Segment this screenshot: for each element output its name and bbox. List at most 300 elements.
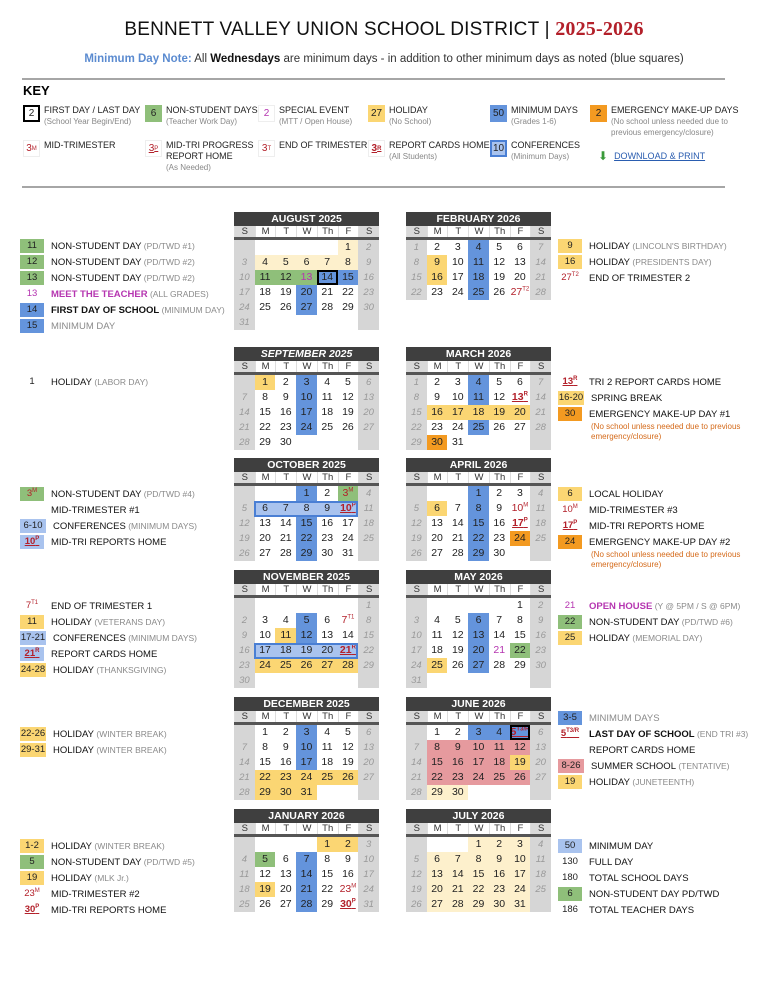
key-swatch: 2 bbox=[23, 105, 40, 122]
day-cell: 2 bbox=[447, 725, 468, 740]
empty-cell bbox=[427, 837, 448, 852]
empty-cell bbox=[234, 837, 255, 852]
legend-label: HOLIDAY (MEMORIAL DAY) bbox=[589, 632, 703, 644]
legend-row bbox=[558, 534, 758, 550]
day-cell: 27 bbox=[255, 546, 276, 561]
legend-row bbox=[558, 518, 758, 534]
day-cell: 19 bbox=[234, 531, 255, 546]
legend-row bbox=[558, 390, 758, 406]
day-cell: 13 bbox=[296, 270, 317, 285]
weekday-label: M bbox=[427, 584, 448, 595]
day-cell: 25 bbox=[427, 658, 448, 673]
day-cell: 16 bbox=[275, 755, 296, 770]
day-cell: 13 bbox=[358, 390, 379, 405]
legend-label: MID-TRI REPORTS HOME bbox=[51, 536, 167, 548]
empty-cell bbox=[275, 673, 296, 688]
day-cell: 4 bbox=[275, 613, 296, 628]
legend-row bbox=[558, 902, 719, 918]
legend-row bbox=[558, 374, 758, 390]
day-cell: 17 bbox=[406, 643, 427, 658]
day-cell: 8 bbox=[427, 740, 448, 755]
legend-badge bbox=[20, 503, 44, 517]
key-swatch: 6 bbox=[145, 105, 162, 122]
legend-row bbox=[558, 838, 719, 854]
legend-row bbox=[20, 838, 195, 854]
legend-label: MINIMUM DAY bbox=[589, 840, 654, 852]
day-cell: 26 bbox=[406, 897, 427, 912]
day-cell: 2 bbox=[338, 837, 359, 852]
day-cell: 15 bbox=[296, 516, 317, 531]
day-cell: 31 bbox=[406, 673, 427, 688]
legend-badge: 1-2 bbox=[20, 839, 44, 853]
legend-label: HOLIDAY (WINTER BREAK) bbox=[53, 728, 167, 740]
day-cell: 10 bbox=[468, 740, 489, 755]
day-cell: 29 bbox=[358, 658, 379, 673]
legend-label: LAST DAY OF SCHOOL (END TRI #3) bbox=[589, 728, 749, 740]
calendar-nov bbox=[234, 570, 379, 688]
day-cell: 21 bbox=[275, 531, 296, 546]
legend-row bbox=[558, 774, 748, 790]
day-cell: 3 bbox=[406, 613, 427, 628]
day-cell: $23^M$ bbox=[338, 882, 359, 897]
legend-label: FIRST DAY OF SCHOOL (MINIMUM DAY) bbox=[51, 304, 225, 316]
calendar-aug bbox=[234, 212, 379, 330]
key-item bbox=[368, 140, 490, 162]
weekday-header bbox=[406, 584, 551, 598]
month-title: JANUARY 2026 bbox=[234, 809, 379, 823]
day-cell: 3 bbox=[510, 837, 531, 852]
day-cell: 24 bbox=[468, 770, 489, 785]
day-cell: 31 bbox=[338, 546, 359, 561]
weekday-header bbox=[406, 226, 551, 240]
empty-cell bbox=[530, 673, 551, 688]
day-cell: 20 bbox=[427, 882, 448, 897]
legend-row bbox=[20, 742, 167, 758]
day-cell: 8 bbox=[317, 852, 338, 867]
weekday-header bbox=[234, 472, 379, 486]
day-cell: 9 bbox=[427, 390, 448, 405]
weekday-label: F bbox=[510, 711, 531, 722]
day-cell: 17 bbox=[468, 755, 489, 770]
day-cell: 1 bbox=[358, 598, 379, 613]
weekday-header bbox=[234, 711, 379, 725]
day-cell: 6 bbox=[427, 852, 448, 867]
weekday-label: S bbox=[530, 823, 551, 834]
legend-row bbox=[558, 238, 727, 254]
day-cell: 22 bbox=[510, 643, 531, 658]
weekday-label: F bbox=[338, 226, 359, 237]
day-cell: 4 bbox=[489, 725, 510, 740]
weekday-label: Th bbox=[489, 584, 510, 595]
day-cell: 23 bbox=[447, 770, 468, 785]
weekday-label: T bbox=[447, 472, 468, 483]
legend-badge: 11 bbox=[20, 239, 44, 253]
day-cell: 31 bbox=[358, 897, 379, 912]
legend-row bbox=[558, 486, 758, 502]
day-grid bbox=[406, 837, 551, 912]
legend-badge: $7^{T1}$ bbox=[25, 599, 39, 611]
day-cell: 5 bbox=[296, 613, 317, 628]
legend-badge: $10^P$ bbox=[20, 535, 44, 549]
weekday-label: S bbox=[406, 472, 427, 483]
day-cell: 18 bbox=[427, 643, 448, 658]
legend-row bbox=[20, 270, 225, 286]
day-cell: 13 bbox=[255, 516, 276, 531]
day-cell: 14 bbox=[234, 755, 255, 770]
day-cell: 17 bbox=[358, 867, 379, 882]
day-cell: 26 bbox=[296, 658, 317, 673]
day-cell: 18 bbox=[489, 755, 510, 770]
empty-cell bbox=[530, 785, 551, 800]
day-cell: 23 bbox=[427, 420, 448, 435]
day-cell: 30 bbox=[275, 435, 296, 450]
day-cell: 7 bbox=[317, 255, 338, 270]
legend-label: LOCAL HOLIDAY bbox=[589, 488, 664, 500]
note-pre: All bbox=[194, 53, 208, 65]
day-cell: 22 bbox=[317, 882, 338, 897]
legend-label: SUMMER SCHOOL (TENTATIVE) bbox=[591, 760, 730, 772]
day-cell: 25 bbox=[234, 897, 255, 912]
weekday-label: S bbox=[358, 472, 379, 483]
day-cell: 16 bbox=[530, 628, 551, 643]
day-cell: 21 bbox=[317, 285, 338, 300]
day-cell: 1 bbox=[510, 598, 531, 613]
legend-label: MINIMUM DAY bbox=[51, 320, 116, 332]
day-cell: 10 bbox=[234, 270, 255, 285]
day-cell: 14 bbox=[447, 516, 468, 531]
day-cell: 16 bbox=[234, 643, 255, 658]
legend-badge: 9 bbox=[558, 239, 582, 253]
legend-row bbox=[20, 486, 197, 502]
day-cell: 14 bbox=[489, 628, 510, 643]
day-cell: 22 bbox=[255, 420, 276, 435]
day-cell: 9 bbox=[358, 255, 379, 270]
day-cell: 11 bbox=[530, 501, 551, 516]
day-cell: 5 bbox=[489, 375, 510, 390]
day-cell: 3 bbox=[296, 375, 317, 390]
weekday-label: Th bbox=[489, 472, 510, 483]
key-label: REPORT CARDS HOME (All Students) bbox=[389, 140, 490, 161]
day-cell: 20 bbox=[358, 405, 379, 420]
legend-label: TOTAL SCHOOL DAYS bbox=[589, 872, 689, 884]
day-cell: 10 bbox=[447, 390, 468, 405]
day-cell: 29 bbox=[296, 546, 317, 561]
weekday-label: F bbox=[338, 361, 359, 372]
calendar-may bbox=[406, 570, 551, 688]
day-cell: 4 bbox=[317, 375, 338, 390]
download-print-link[interactable]: DOWNLOAD & PRINT bbox=[614, 151, 706, 161]
day-cell: 18 bbox=[468, 270, 489, 285]
empty-cell bbox=[358, 315, 379, 330]
day-cell: 23 bbox=[234, 658, 255, 673]
day-cell: 1 bbox=[338, 240, 359, 255]
day-grid bbox=[406, 486, 551, 561]
legend-label: REPORT CARDS HOME bbox=[589, 744, 696, 756]
legend-badge: 24-28 bbox=[20, 664, 46, 675]
key-item bbox=[23, 140, 116, 157]
legend-label: NON-STUDENT DAY (PD/TWD #6) bbox=[589, 616, 733, 628]
legend-badge: 12 bbox=[20, 255, 44, 269]
legend-row bbox=[20, 374, 148, 390]
legend-badge: 13 bbox=[26, 288, 38, 299]
day-cell: 2 bbox=[234, 613, 255, 628]
day-cell: 4 bbox=[530, 486, 551, 501]
day-cell: 20 bbox=[255, 531, 276, 546]
download-link[interactable] bbox=[598, 151, 705, 162]
legend-label: MINIMUM DAYS bbox=[589, 712, 660, 724]
legend-row bbox=[20, 854, 195, 870]
day-cell: 29 bbox=[468, 546, 489, 561]
legend-label: HOLIDAY (LINCOLN'S BIRTHDAY) bbox=[589, 240, 727, 252]
key-swatch: 2 bbox=[590, 105, 607, 122]
empty-cell bbox=[296, 435, 317, 450]
weekday-label: S bbox=[358, 584, 379, 595]
day-cell: 28 bbox=[234, 785, 255, 800]
day-cell: 9 bbox=[275, 390, 296, 405]
day-cell: 21 bbox=[489, 643, 510, 658]
legend-label: TOTAL TEACHER DAYS bbox=[589, 904, 695, 916]
day-cell: 1 bbox=[427, 725, 448, 740]
day-cell: 31 bbox=[296, 785, 317, 800]
month-title: NOVEMBER 2025 bbox=[234, 570, 379, 584]
weekday-label: W bbox=[468, 584, 489, 595]
day-cell: 18 bbox=[468, 405, 489, 420]
day-cell: 7 bbox=[234, 390, 255, 405]
empty-cell bbox=[317, 240, 338, 255]
weekday-label: S bbox=[234, 711, 255, 722]
day-cell: 11 bbox=[234, 867, 255, 882]
day-cell: 1 bbox=[255, 375, 276, 390]
weekday-label: T bbox=[447, 584, 468, 595]
calendar-dec bbox=[234, 697, 379, 800]
day-cell: 26 bbox=[447, 658, 468, 673]
day-cell: 11 bbox=[468, 255, 489, 270]
weekday-label: T bbox=[275, 823, 296, 834]
day-cell: 22 bbox=[358, 643, 379, 658]
weekday-label: Th bbox=[317, 226, 338, 237]
day-cell: 22 bbox=[255, 770, 276, 785]
day-cell: 6 bbox=[296, 255, 317, 270]
weekday-label: W bbox=[468, 711, 489, 722]
empty-cell bbox=[296, 598, 317, 613]
weekday-label: F bbox=[338, 711, 359, 722]
note-text: are minimum days - in addition to other minimum days as noted (blue squares) bbox=[283, 53, 684, 65]
legend-badge: $3^M$ bbox=[20, 487, 44, 501]
day-cell: 20 bbox=[358, 755, 379, 770]
day-cell: 16 bbox=[338, 867, 359, 882]
weekday-label: Th bbox=[489, 711, 510, 722]
day-cell: 9 bbox=[427, 255, 448, 270]
weekday-label: Th bbox=[317, 361, 338, 372]
day-cell: 29 bbox=[255, 785, 276, 800]
day-cell: 30 bbox=[275, 785, 296, 800]
weekday-label: W bbox=[468, 823, 489, 834]
empty-cell bbox=[489, 435, 510, 450]
key-label: MID-TRIMESTER bbox=[44, 140, 116, 150]
weekday-label: S bbox=[358, 823, 379, 834]
day-cell: 8 bbox=[406, 255, 427, 270]
day-cell: 25 bbox=[530, 882, 551, 897]
legend-row bbox=[20, 886, 195, 902]
day-cell: 23 bbox=[489, 531, 510, 546]
legend-label: HOLIDAY (JUNETEENTH) bbox=[589, 776, 695, 788]
day-cell: 16 bbox=[358, 270, 379, 285]
empty-cell bbox=[234, 486, 255, 501]
calendar-jun bbox=[406, 697, 551, 800]
day-cell: 19 bbox=[489, 405, 510, 420]
day-cell: 16 bbox=[427, 405, 448, 420]
legend-label: CONFERENCES (MINIMUM DAYS) bbox=[53, 632, 197, 644]
empty-cell bbox=[510, 546, 531, 561]
day-cell: 19 bbox=[489, 270, 510, 285]
day-cell: 28 bbox=[447, 546, 468, 561]
legend-label: NON-STUDENT DAY (PD/TWD #5) bbox=[51, 856, 195, 868]
weekday-label: M bbox=[255, 584, 276, 595]
weekday-label: F bbox=[510, 823, 531, 834]
day-cell: 15 bbox=[255, 405, 276, 420]
empty-cell bbox=[275, 837, 296, 852]
empty-cell bbox=[510, 785, 531, 800]
day-cell: 3 bbox=[468, 725, 489, 740]
legend-badge: 6 bbox=[558, 487, 582, 501]
empty-cell bbox=[468, 785, 489, 800]
weekday-header bbox=[234, 361, 379, 375]
day-cell: 19 bbox=[406, 531, 427, 546]
calendar-feb bbox=[406, 212, 551, 300]
day-cell: 18 bbox=[530, 516, 551, 531]
day-cell: 11 bbox=[317, 390, 338, 405]
day-cell: 27 bbox=[427, 546, 448, 561]
day-cell: 8 bbox=[255, 740, 276, 755]
day-cell: 29 bbox=[255, 435, 276, 450]
legend-row bbox=[20, 518, 197, 534]
day-cell: 11 bbox=[530, 852, 551, 867]
calendar-sep bbox=[234, 347, 379, 450]
day-cell: 21 bbox=[234, 420, 255, 435]
weekday-label: M bbox=[255, 711, 276, 722]
day-cell: 25 bbox=[255, 300, 276, 315]
weekday-label: S bbox=[234, 226, 255, 237]
key-label: NON-STUDENT DAYS (Teacher Work Day) bbox=[166, 105, 258, 126]
legend-label: SPRING BREAK bbox=[591, 392, 663, 404]
day-cell: 12 bbox=[406, 867, 427, 882]
legend-row bbox=[558, 870, 719, 886]
day-cell: 31 bbox=[234, 315, 255, 330]
legend-label: EMERGENCY MAKE-UP DAY #1 bbox=[589, 408, 731, 420]
day-cell: 22 bbox=[427, 770, 448, 785]
legend-badge: 29-31 bbox=[20, 744, 46, 755]
day-cell: 3 bbox=[447, 240, 468, 255]
day-cell: 21 bbox=[447, 882, 468, 897]
day-cell: $10^P$ bbox=[338, 501, 359, 516]
legend-row bbox=[20, 502, 197, 518]
legend-badge: 21 bbox=[564, 600, 576, 611]
day-cell: 3 bbox=[358, 837, 379, 852]
day-cell: 29 bbox=[317, 897, 338, 912]
day-cell: 8 bbox=[338, 255, 359, 270]
day-cell: 23 bbox=[275, 420, 296, 435]
day-cell: 28 bbox=[489, 658, 510, 673]
day-cell: 6 bbox=[317, 613, 338, 628]
weekday-label: W bbox=[296, 472, 317, 483]
legend-label: CONFERENCES (MINIMUM DAYS) bbox=[53, 520, 197, 532]
weekday-label: S bbox=[406, 226, 427, 237]
day-cell: 1 bbox=[468, 486, 489, 501]
day-cell: 5 bbox=[275, 255, 296, 270]
key-item bbox=[145, 105, 258, 127]
day-cell: 17 bbox=[296, 405, 317, 420]
day-cell: 16 bbox=[489, 516, 510, 531]
day-cell: 1 bbox=[468, 837, 489, 852]
day-cell: 14 bbox=[406, 755, 427, 770]
school-year: 2025-2026 bbox=[555, 18, 644, 40]
day-cell: 27 bbox=[358, 420, 379, 435]
key-label: FIRST DAY / LAST DAY (School Year Begin/End) bbox=[44, 105, 141, 126]
day-cell: 6 bbox=[427, 501, 448, 516]
day-cell: 28 bbox=[530, 285, 551, 300]
empty-cell bbox=[358, 435, 379, 450]
key-swatch: 3 P bbox=[145, 140, 162, 157]
day-cell: $10^M$ bbox=[510, 501, 531, 516]
weekday-header bbox=[406, 711, 551, 725]
legend-row bbox=[558, 742, 748, 758]
day-cell: 24 bbox=[510, 882, 531, 897]
weekday-label: W bbox=[296, 823, 317, 834]
day-cell: 2 bbox=[427, 375, 448, 390]
day-cell: 6 bbox=[510, 375, 531, 390]
weekday-label: S bbox=[358, 226, 379, 237]
weekday-label: M bbox=[427, 226, 448, 237]
legend-badge: 180 bbox=[562, 872, 578, 883]
day-cell: $7^{T1}$ bbox=[338, 613, 359, 628]
day-cell: 7 bbox=[234, 740, 255, 755]
day-cell: 28 bbox=[275, 546, 296, 561]
empty-cell bbox=[234, 375, 255, 390]
weekday-label: S bbox=[358, 711, 379, 722]
divider-bottom bbox=[22, 186, 725, 188]
legend-label: MID-TRIMESTER #1 bbox=[51, 504, 140, 516]
day-cell: 13 bbox=[275, 867, 296, 882]
day-cell: 30 bbox=[489, 546, 510, 561]
legend-row bbox=[558, 406, 758, 422]
weekday-label: S bbox=[358, 361, 379, 372]
key-item bbox=[368, 105, 431, 127]
legend-row bbox=[558, 630, 740, 646]
day-cell: 30 bbox=[447, 785, 468, 800]
day-cell: 15 bbox=[255, 755, 276, 770]
day-cell: 24 bbox=[406, 658, 427, 673]
key-item bbox=[145, 140, 276, 173]
weekday-label: Th bbox=[489, 226, 510, 237]
district-name: BENNETT VALLEY UNION SCHOOL DISTRICT bbox=[124, 19, 540, 40]
day-cell: $3^M$ bbox=[338, 486, 359, 501]
weekday-label: S bbox=[234, 361, 255, 372]
day-cell: 30 bbox=[317, 546, 338, 561]
day-cell: 28 bbox=[530, 420, 551, 435]
legend-label: NON-STUDENT DAY (PD/TWD #2) bbox=[51, 272, 195, 284]
legend-row bbox=[20, 534, 197, 550]
day-cell: 3 bbox=[234, 255, 255, 270]
key-swatch: 3 R bbox=[368, 140, 385, 157]
legend-label: HOLIDAY (WINTER BREAK) bbox=[53, 744, 167, 756]
day-cell: 19 bbox=[510, 755, 531, 770]
day-cell: 15 bbox=[358, 628, 379, 643]
weekday-label: T bbox=[275, 584, 296, 595]
day-cell: 30 bbox=[234, 673, 255, 688]
day-cell: 4 bbox=[255, 255, 276, 270]
day-cell: 25 bbox=[358, 531, 379, 546]
day-cell: 7 bbox=[406, 740, 427, 755]
